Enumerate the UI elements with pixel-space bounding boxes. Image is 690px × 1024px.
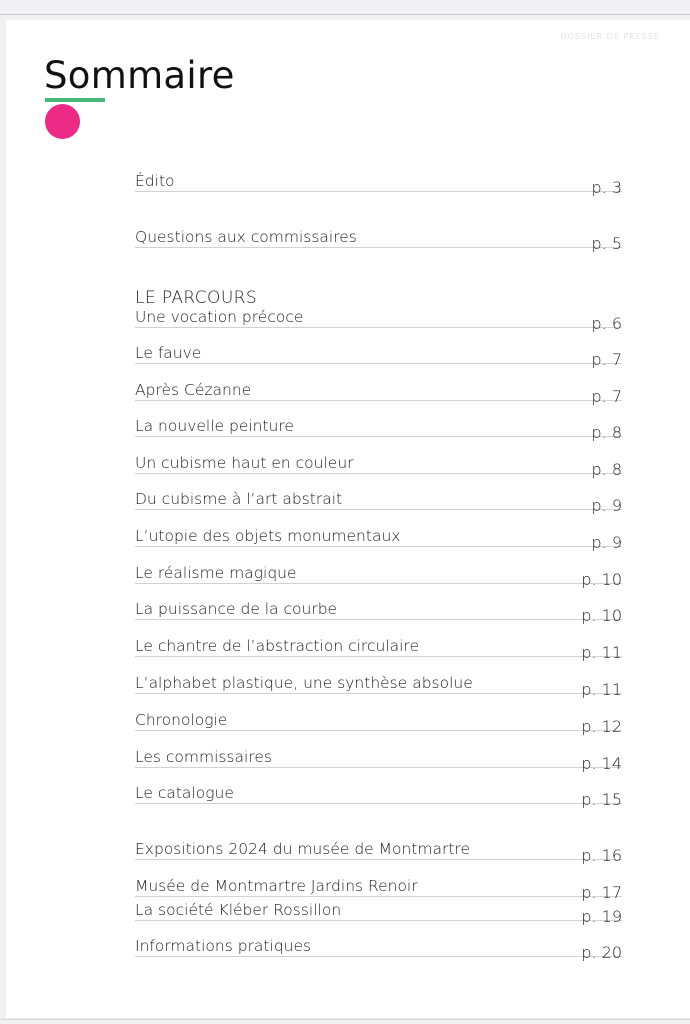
toc-label: La société Kléber Rossillon xyxy=(135,901,342,919)
toc-entry[interactable] xyxy=(135,454,622,479)
toc-entry[interactable] xyxy=(135,711,622,736)
header-tag: DOSSIER DE PRESSE xyxy=(560,32,660,41)
toc-label: Le réalisme magique xyxy=(135,564,297,582)
toc-label: La puissance de la courbe xyxy=(135,600,338,618)
toc-label: Les commissaires xyxy=(135,748,273,766)
top-divider xyxy=(0,14,690,15)
toc-label: Chronologie xyxy=(135,711,228,729)
toc-label: Expositions 2024 du musée de Montmartre xyxy=(135,840,470,858)
page-title: Sommaire xyxy=(44,54,235,97)
toc-entry[interactable] xyxy=(135,748,622,773)
toc-page: p. 15 xyxy=(581,790,622,809)
toc-label: Du cubisme à l’art abstrait xyxy=(135,490,343,508)
toc-label: Un cubisme haut en couleur xyxy=(135,454,354,472)
toc-page: p. 8 xyxy=(591,460,622,479)
section-heading-parcours: LE PARCOURS xyxy=(135,288,258,308)
toc-page: p. 8 xyxy=(591,423,622,442)
toc-page: p. 5 xyxy=(591,234,622,253)
toc-page: p. 10 xyxy=(581,570,622,589)
toc-page: p. 7 xyxy=(591,350,622,369)
toc-entry-edito[interactable] xyxy=(135,172,622,197)
toc-entry[interactable] xyxy=(135,308,622,333)
toc-page: p. 14 xyxy=(581,754,622,773)
toc-page: p. 20 xyxy=(581,943,622,962)
toc-entry[interactable] xyxy=(135,344,622,369)
toc-page: p. 11 xyxy=(581,643,622,662)
toc-entry[interactable] xyxy=(135,490,622,515)
toc-label: Une vocation précoce xyxy=(135,308,304,326)
toc-entry[interactable] xyxy=(135,901,622,926)
toc-entry[interactable] xyxy=(135,564,622,589)
toc-label: Après Cézanne xyxy=(135,381,252,399)
toc-label: Le catalogue xyxy=(135,784,234,802)
toc-page: p. 16 xyxy=(581,846,622,865)
toc-page: p. 12 xyxy=(581,717,622,736)
toc-page: p. 10 xyxy=(581,606,622,625)
toc-page: p. 17 xyxy=(581,883,622,902)
toc-label: L’alphabet plastique, une synthèse absolue xyxy=(135,674,473,692)
toc-entry[interactable] xyxy=(135,937,622,962)
toc-label: Le fauve xyxy=(135,344,202,362)
toc-page: p. 7 xyxy=(591,387,622,406)
toc-label: L’utopie des objets monumentaux xyxy=(135,527,401,545)
toc-page: p. 3 xyxy=(591,178,622,197)
document-page xyxy=(6,20,690,1018)
toc-entry[interactable] xyxy=(135,840,622,865)
toc-entry[interactable] xyxy=(135,600,622,625)
toc-entry[interactable] xyxy=(135,381,622,406)
toc-page: p. 19 xyxy=(581,907,622,926)
pink-dot-icon xyxy=(45,104,80,139)
toc-label: La nouvelle peinture xyxy=(135,417,294,435)
toc-page: p. 9 xyxy=(591,496,622,515)
toc-page: p. 11 xyxy=(581,680,622,699)
toc-entry[interactable] xyxy=(135,784,622,809)
toc-entry[interactable] xyxy=(135,877,622,902)
toc-page: p. 9 xyxy=(591,533,622,552)
toc-label: Édito xyxy=(135,172,175,190)
toc-label: Musée de Montmartre Jardins Renoir xyxy=(135,877,418,895)
toc-entry[interactable] xyxy=(135,527,622,552)
toc-page: p. 6 xyxy=(591,314,622,333)
toc-entry[interactable] xyxy=(135,228,622,253)
bottom-divider xyxy=(0,1019,690,1020)
toc-entry[interactable] xyxy=(135,637,622,662)
toc-label: Le chantre de l’abstraction circulaire xyxy=(135,637,419,655)
toc-label: Questions aux commissaires xyxy=(135,228,357,246)
title-underline xyxy=(45,98,105,102)
toc-entry[interactable] xyxy=(135,417,622,442)
toc-label: Informations pratiques xyxy=(135,937,312,955)
toc-entry[interactable] xyxy=(135,674,622,699)
